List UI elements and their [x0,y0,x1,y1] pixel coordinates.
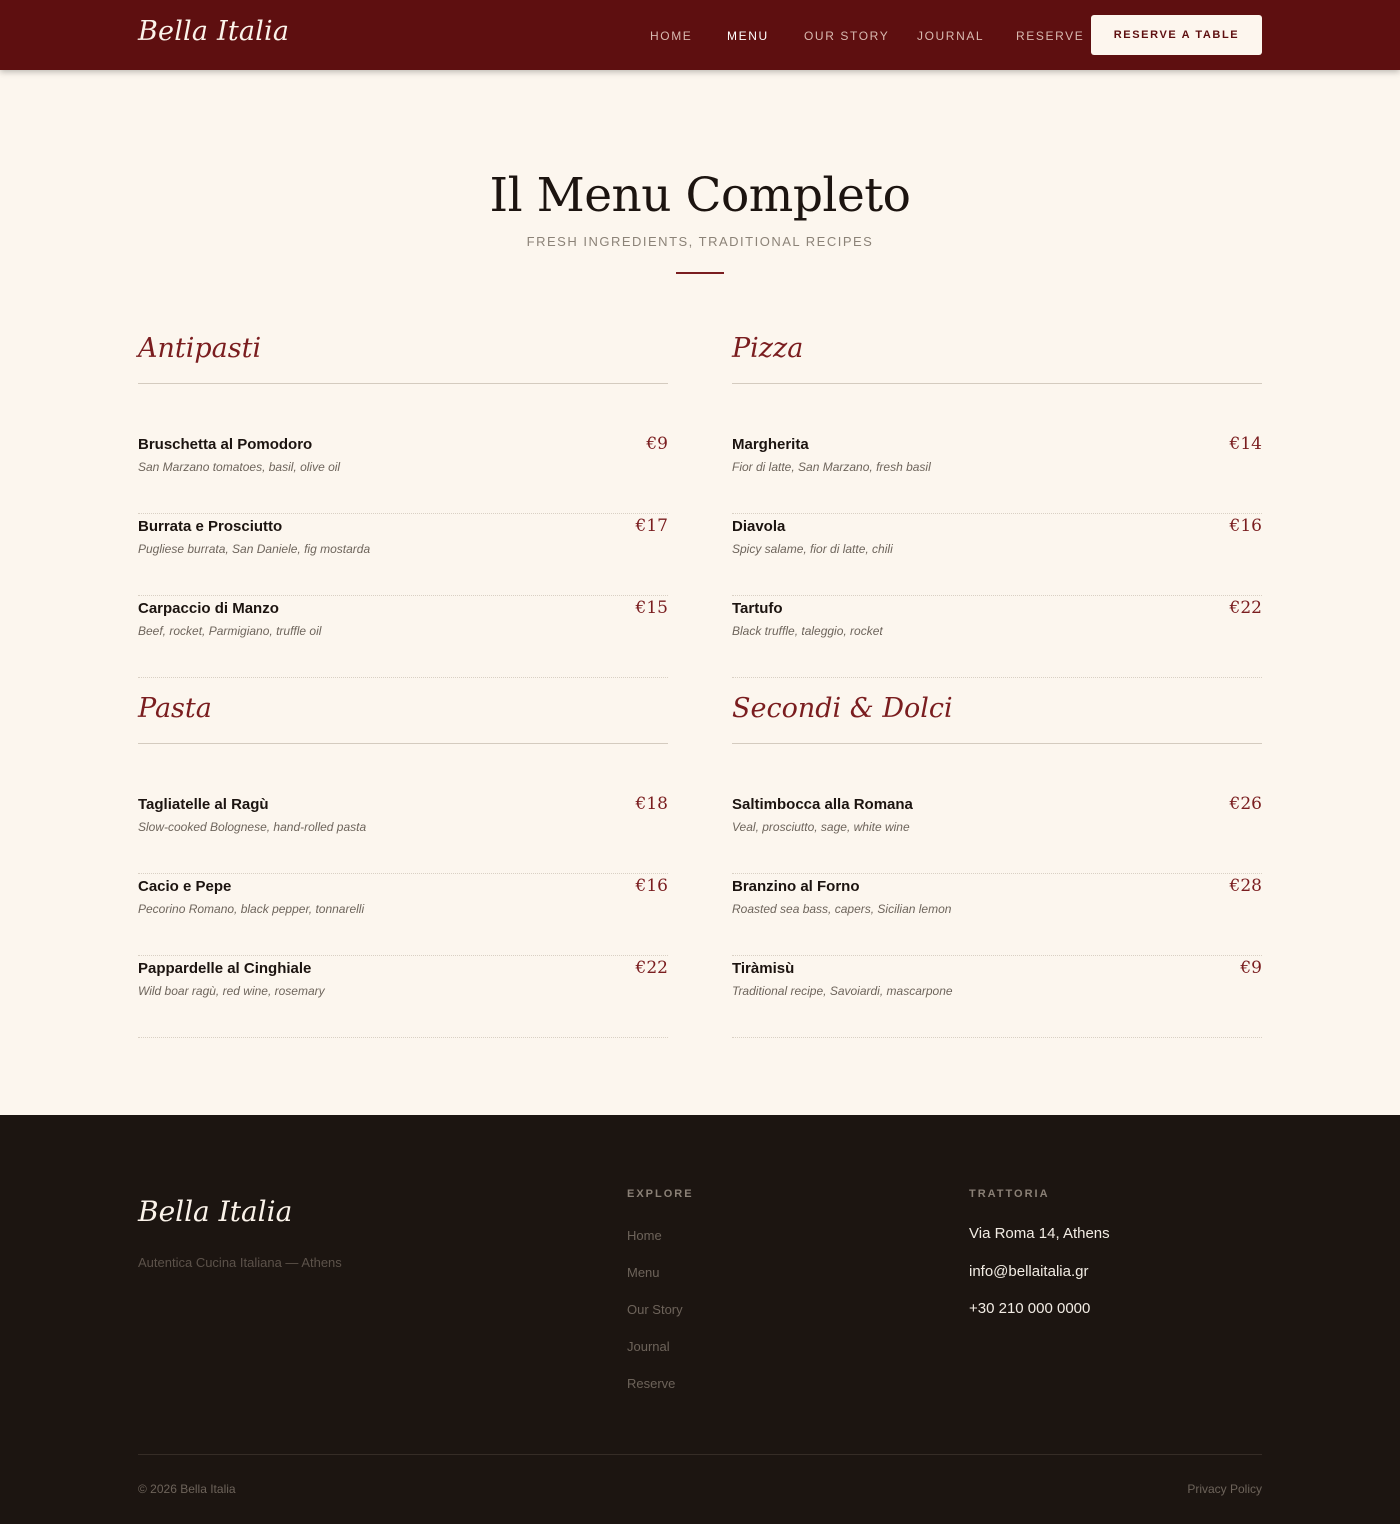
menu-item [732,792,1262,874]
item-description: Pecorino Romano, black pepper, tonnarelli [138,902,365,916]
item-name: Tagliatelle al Ragù [138,796,269,813]
nav-menu[interactable]: MENU [727,29,769,43]
item-name: Burrata e Prosciutto [138,518,283,535]
item-description: Roasted sea bass, capers, Sicilian lemon [732,902,952,916]
menu-item [732,514,1262,596]
nav-our-story[interactable]: OUR STORY [804,29,890,43]
menu-section-pizza [732,333,1262,678]
section-divider [138,383,668,384]
page-subtitle: FRESH INGREDIENTS, TRADITIONAL RECIPES [526,234,874,249]
item-description: Fior di latte, San Marzano, fresh basil [732,460,931,474]
item-price: €9 [1240,958,1262,978]
item-description: Spicy salame, fior di latte, chili [732,542,893,556]
brand-logo[interactable]: Bella Italia [138,16,290,47]
section-divider [732,743,1262,744]
item-name: Diavola [732,518,786,535]
footer-contact-heading: TRATTORIA [969,1188,1050,1200]
menu-section-antipasti [138,333,668,678]
reserve-table-button[interactable]: RESERVE A TABLE [1091,15,1262,55]
section-title: Antipasti [138,333,262,364]
item-name: Branzino al Forno [732,878,860,895]
footer-address: Via Roma 14, Athens [969,1225,1110,1242]
item-price: €22 [635,958,668,978]
menu-item [138,956,668,1038]
footer-link-home[interactable]: Home [627,1228,662,1243]
nav-home[interactable]: HOME [650,29,693,43]
item-description: Black truffle, taleggio, rocket [732,624,883,638]
menu-section-pasta [138,693,668,1038]
item-name: Cacio e Pepe [138,878,232,895]
item-price: €14 [1229,434,1262,454]
item-price: €17 [635,516,668,536]
nav-reserve[interactable]: RESERVE [1016,29,1085,43]
footer-phone[interactable]: +30 210 000 0000 [969,1300,1091,1317]
footer-link-menu[interactable]: Menu [627,1265,660,1280]
menu-item [732,596,1262,678]
item-price: €9 [646,434,668,454]
menu-item [732,956,1262,1038]
menu-item [138,792,668,874]
section-title: Secondi & Dolci [732,693,953,724]
footer-email[interactable]: info@bellaitalia.gr [969,1263,1089,1280]
item-name: Carpaccio di Manzo [138,600,279,617]
item-price: €18 [635,794,668,814]
privacy-policy-link[interactable]: Privacy Policy [1187,1482,1262,1496]
section-divider [138,743,668,744]
item-price: €16 [635,876,668,896]
item-name: Bruschetta al Pomodoro [138,436,313,453]
menu-item [138,514,668,596]
item-description: Traditional recipe, Savoiardi, mascarpone [732,984,953,998]
item-description: Slow-cooked Bolognese, hand-rolled pasta [138,820,367,834]
title-divider [676,272,724,274]
footer-divider [138,1454,1262,1455]
item-name: Pappardelle al Cinghiale [138,960,312,977]
footer-explore-heading: EXPLORE [627,1188,694,1200]
item-description: Pugliese burrata, San Daniele, fig mostarda [138,542,371,556]
item-price: €22 [1229,598,1262,618]
footer-link-our-story[interactable]: Our Story [627,1302,683,1317]
item-name: Tartufo [732,600,783,617]
section-divider [732,383,1262,384]
item-name: Margherita [732,436,809,453]
section-title: Pasta [138,693,212,724]
item-name: Saltimbocca alla Romana [732,796,913,813]
section-title: Pizza [732,333,804,364]
nav-journal[interactable]: JOURNAL [917,29,985,43]
item-description: Beef, rocket, Parmigiano, truffle oil [138,624,322,638]
item-description: San Marzano tomatoes, basil, olive oil [138,460,341,474]
item-name: Tiràmisù [732,960,795,977]
item-price: €16 [1229,516,1262,536]
menu-section-secondi-dolci [732,693,1262,1038]
menu-item [138,874,668,956]
top-navigation-bar [0,0,1400,70]
menu-item [732,874,1262,956]
item-price: €26 [1229,794,1262,814]
menu-item [138,432,668,514]
item-description: Veal, prosciutto, sage, white wine [732,820,910,834]
footer-brand: Bella Italia [138,1195,293,1228]
item-description: Wild boar ragù, red wine, rosemary [138,984,325,998]
footer-link-journal[interactable]: Journal [627,1339,670,1354]
footer-tagline: Autentica Cucina Italiana — Athens [138,1255,342,1270]
menu-item [732,432,1262,514]
menu-item [138,596,668,678]
site-footer [0,1115,1400,1524]
page-title: Il Menu Completo [489,168,911,223]
item-price: €28 [1229,876,1262,896]
item-price: €15 [635,598,668,618]
footer-copyright: © 2026 Bella Italia [138,1482,236,1496]
footer-link-reserve[interactable]: Reserve [627,1376,676,1391]
